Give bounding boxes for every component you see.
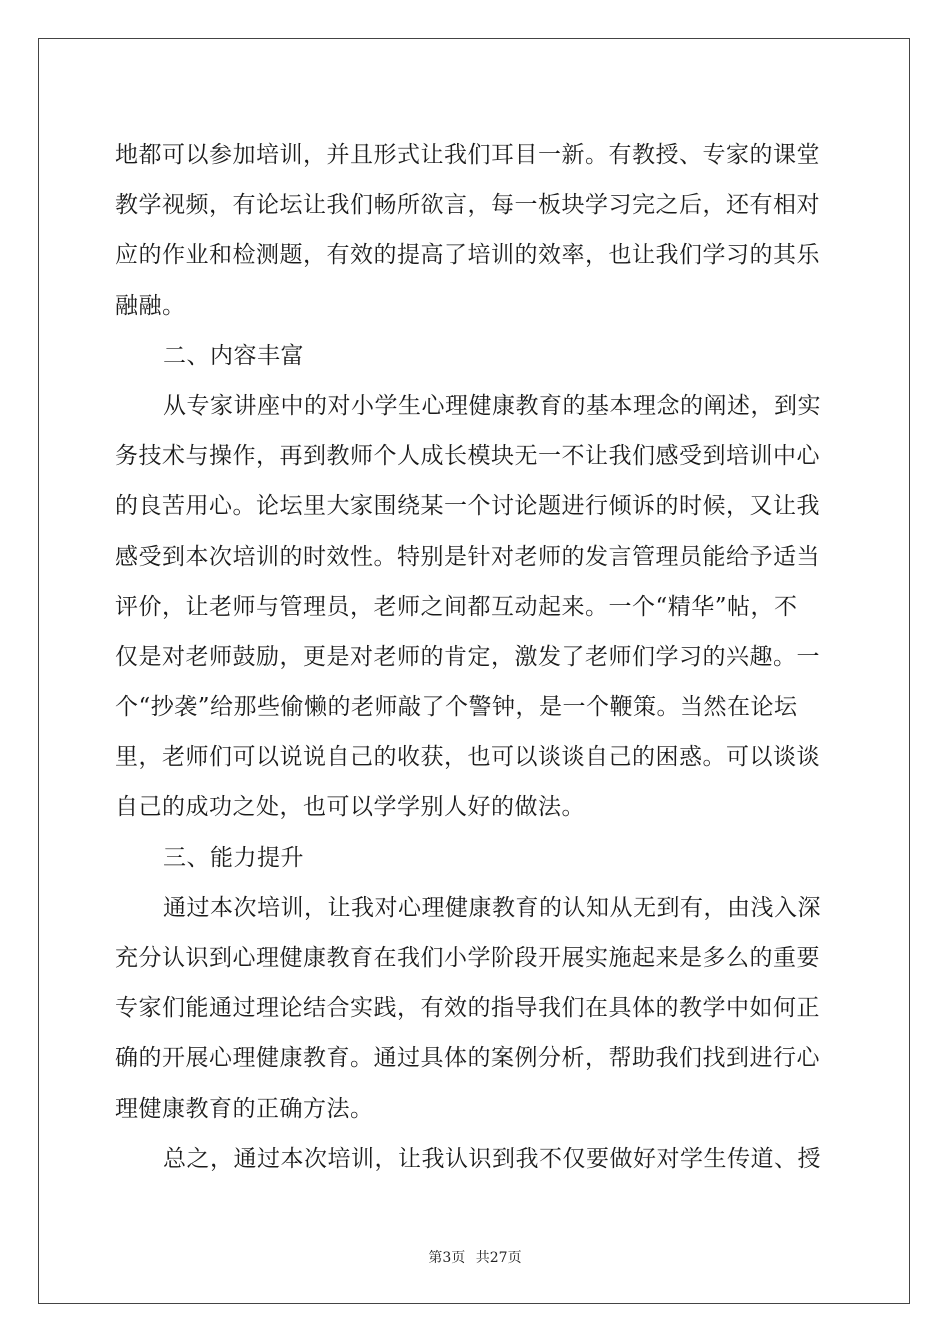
- text-line: 地都可以参加培训，并且形式让我们耳目一新。有教授、专家的课堂: [115, 142, 820, 168]
- text-line: 仅是对老师鼓励，更是对老师的肯定，激发了老师们学习的兴趣。一: [115, 643, 820, 670]
- text-line: 二、内容丰富: [163, 342, 304, 369]
- text-line: 从专家讲座中的对小学生心理健康教育的基本理念的阐述，到实: [163, 392, 821, 419]
- text-line: 个“抄袭”给那些偷懒的老师敲了个警钟，是一个鞭策。当然在论坛: [115, 694, 798, 721]
- text-line: 评价，让老师与管理员，老师之间都互动起来。一个“精华”帖，不: [115, 593, 798, 620]
- text-line: 专家们能通过理论结合实践，有效的指导我们在具体的教学中如何正: [115, 995, 820, 1022]
- text-line: 里，老师们可以说说自己的收获，也可以谈谈自己的困惑。可以谈谈: [115, 744, 820, 771]
- text-line: 融融。: [115, 292, 186, 319]
- text-line: 的良苦用心。论坛里大家围绕某一个讨论题进行倾诉的时候，又让我: [115, 493, 820, 520]
- current-page-number: 第3页: [428, 1250, 466, 1266]
- text-line: 务技术与操作，再到教师个人成长模块无一不让我们感受到培训中心: [115, 443, 820, 470]
- total-page-count: 共27页: [475, 1250, 522, 1266]
- page-footer: [0, 1247, 950, 1267]
- text-line: 理健康教育的正确方法。: [115, 1095, 374, 1122]
- document-body: [115, 130, 840, 1184]
- text-line: 感受到本次培训的时效性。特别是针对老师的发言管理员能给予适当: [115, 543, 820, 570]
- text-line: 应的作业和检测题，有效的提高了培训的效率，也让我们学习的其乐: [115, 242, 820, 269]
- text-line: 三、能力提升: [163, 844, 304, 871]
- text-line: 自己的成功之处，也可以学学别人好的做法。: [115, 794, 585, 821]
- text-line: 通过本次培训，让我对心理健康教育的认知从无到有，由浅入深: [163, 894, 821, 921]
- text-line: 总之，通过本次培训，让我认识到我不仅要做好对学生传道、授: [163, 1145, 821, 1172]
- text-line: 充分认识到心理健康教育在我们小学阶段开展实施起来是多么的重要: [115, 945, 820, 971]
- text-line: 确的开展心理健康教育。通过具体的案例分析，帮助我们找到进行心: [115, 1045, 820, 1072]
- text-line: 教学视频，有论坛让我们畅所欲言，每一板块学习完之后，还有相对: [115, 192, 820, 219]
